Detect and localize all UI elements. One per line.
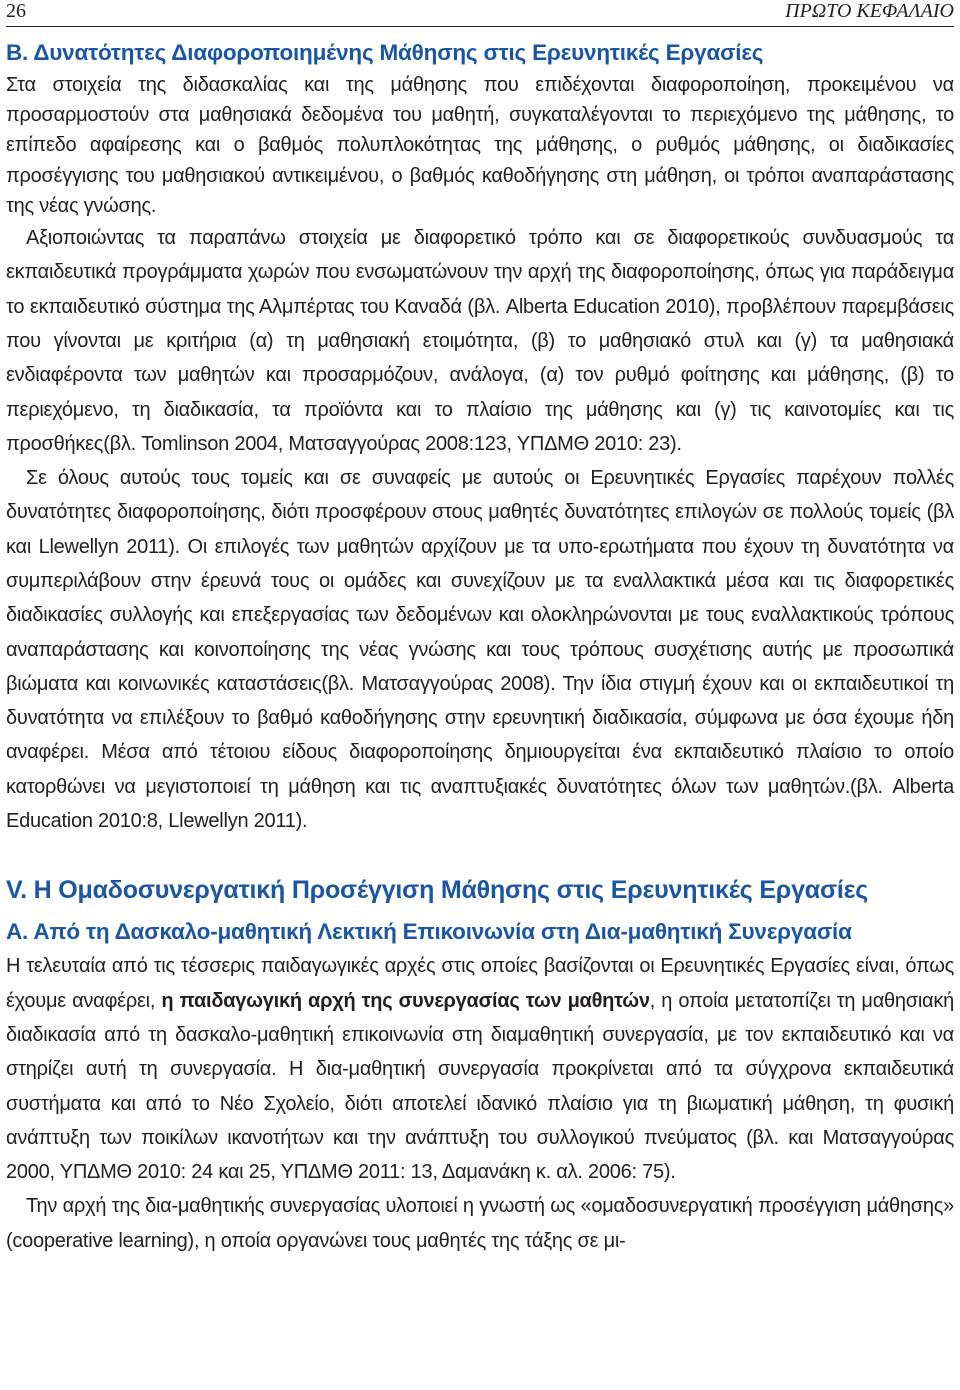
paragraph: Στα στοιχεία της διδασκαλίας και της μάθησης που επιδέχονται διαφοροποίηση, προκειμένου να προσαρμοστούν στα μαθησιακά δεδομένα του μαθητή, συγκαταλέγονται το περιεχόμενο της μάθησης, το επίπεδο αφαίρεσης και ο βαθμός πολυπλοκότητας της μάθησης, ο ρυθμός μάθησης, οι διαδικασίες προσέγγισης του μαθησιακού αντικειμένου, ο βαθμός καθοδήγησης στη μάθηση, οι τρόποι αναπαράστασης της νέας γνώσης. (6, 74, 954, 217)
paragraph: Αξιοποιώντας τα παραπάνω στοιχεία με διαφορετικό τρόπο και σε διαφορετικούς συνδυασμούς τα εκπαιδευτικά προγράμματα χωρών που ενσωματώνουν την αρχή της διαφοροποίησης, όπως για παράδειγμα το εκπαιδευτικό σύστημα της Αλμπέρτας του Καναδά (βλ. Alberta Education 2010), προβλέπουν παρεμβάσεις που γίνονται με κριτήρια (α) τη μαθησιακή ετοιμότητα, (β) το μαθησιακό στυλ και (γ) τα μαθησιακά ενδιαφέροντα των μαθητών και προσαρμόζουν, ανάλογα, (α) τον ρυθμό φοίτησης και μάθησης, (β) το περιεχόμενο, τη διαδικασία, τα προϊόντα και το πλαίσιο της μάθησης και (γ) τις καινοτομίες και τις προσθήκες(βλ. Tomlinson 2004, Ματσαγγούρας 2008:123, ΥΠΔΜΘ 2010: 23). (6, 227, 954, 455)
chapter-title: ΠΡΩΤΟ ΚΕΦΑΛΑΙΟ (785, 0, 954, 22)
running-header (6, 0, 954, 27)
section-a-heading: Α. Από τη Δασκαλο-μαθητική Λεκτική Επικοινωνία στη Δια-μαθητική Συνεργασία (6, 919, 852, 945)
paragraph (6, 949, 954, 1189)
page-number: 26 (6, 0, 26, 22)
paragraph-text: Η τελευταία από τις τέσσερις παιδαγωγικές αρχές στις οποίες βασίζονται οι Ερευνητικές Εργασίες είναι, όπως έχουμε αναφέρει, (6, 955, 954, 1012)
paragraph-text: , η οποία μετατοπίζει τη μαθησιακή διαδικασία από τη δασκαλο-μαθητική επικοινωνία στη διαμαθητική συνεργασία, με τον εκπαιδευτικό και να στηρίζει αυτή τη συνεργασία. Η δια-μαθητική συνεργασία προκρίνεται από τα σύγχρονα εκπαιδευτικά συστήματα και από το Νέο Σχολείο, διότι αποτελεί ιδανικό πλαίσιο για τη βιωματική μάθηση, τη φυσική ανάπτυξη των ποικίλων ικανοτήτων και την ανάπτυξη του συλλογικού πνεύματος (βλ. και Ματσαγγούρας 2000, ΥΠΔΜΘ 2010: 24 και 25, ΥΠΔΜΘ 2011: 13, Δαμανάκη κ. αλ. 2006: 75). (6, 989, 954, 1184)
paragraph: Την αρχή της δια-μαθητικής συνεργασίας υλοποιεί η γνωστή ως «ομαδοσυνεργατική προσέγγιση μάθησης» (cooperative learning), η οποία οργανώνει τους μαθητές της τάξης σε μι- (6, 1195, 954, 1252)
paragraph: Σε όλους αυτούς τους τομείς και σε συναφείς με αυτούς οι Ερευνητικές Εργασίες παρέχουν πολλές δυνατότητες διαφοροποίησης, διότι προσφέρουν στους μαθητές δυνατότητες επιλογών σε πολλούς τομείς (βλ και Llewellyn 2011). Οι επιλογές των μαθητών αρχίζουν με τα υπο-ερωτήματα που έχουν τη δυνατότητα να συμπεριλάβουν στην έρευνά τους οι ομάδες και συνεχίζουν με τα εναλλακτικά μέσα και τις διαφορετικές διαδικασίες συλλογής και επεξεργασίας των δεδομένων και ολοκληρώνονται με τους εναλλακτικούς τρόπους αναπαράστασης και κοινοποίησης της νέας γνώσης και τους τρόπους συσχέτισης αυτής με προσωπικά βιώματα και κοινωνικές καταστάσεις(βλ. Ματσαγγούρας 2008). Την ίδια στιγμή έχουν και οι εκπαιδευτικοί τη δυνατότητα να επιλέξουν το βαθμό καθοδήγησης στην ερευνητική διαδικασία, σύμφωνα με όσα έχουμε ήδη αναφέρει. Μέσα από τέτοιου είδους διαφοροποίησης δημιουργείται ένα εκπαιδευτικό πλαίσιο το οποίο κατορθώνει να μεγιστοποιεί τη μάθηση και τις αναπτυξιακές δυνατότητες όλων των μαθητών.(βλ. Alberta Education 2010:8, Llewellyn 2011). (6, 467, 954, 833)
emphasis-text: η παιδαγωγική αρχή της συνεργασίας των μαθητών (161, 989, 650, 1012)
section-b-heading: Β. Δυνατότητες Διαφοροποιημένης Μάθησης στις Ερευνητικές Εργασίες (6, 40, 764, 65)
section-v-heading: V. Η Ομαδοσυνεργατική Προσέγγιση Μάθησης στις Ερευνητικές Εργασίες (6, 876, 869, 905)
